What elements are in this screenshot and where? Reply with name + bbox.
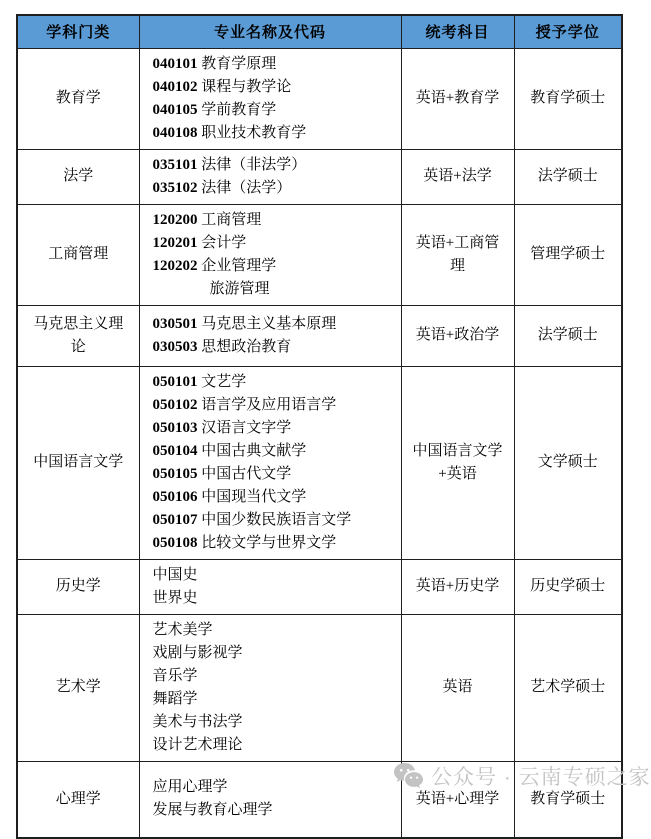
major-code: 050102 [152, 396, 198, 413]
major-line: 050105 中国古代文学 [152, 465, 292, 482]
degree-cell: 法学硕士 [514, 149, 622, 204]
header-cell-discipline: 学科门类 [17, 15, 139, 48]
table-row [17, 204, 622, 305]
major-code: 040102 [152, 78, 198, 95]
discipline-cell: 历史学 [17, 559, 139, 614]
majors-cell [139, 761, 401, 838]
major-line: 050108 比较文学与世界文学 [152, 534, 337, 551]
table-row [17, 559, 622, 614]
exam-cell: 英语+政治学 [401, 305, 514, 366]
major-line: 120201 会计学 [152, 234, 247, 251]
table-header [17, 15, 622, 48]
table-row [17, 48, 622, 149]
major-line: 050103 汉语言文字学 [152, 419, 292, 436]
major-line: 艺术美学 [152, 621, 213, 638]
major-code: 040108 [152, 124, 198, 141]
major-code: 120202 [152, 257, 198, 274]
major-code: 050104 [152, 442, 198, 459]
degree-cell: 历史学硕士 [514, 559, 622, 614]
major-code: 050103 [152, 419, 198, 436]
majors-cell [139, 305, 401, 366]
major-line: 应用心理学 [152, 779, 228, 796]
major-code: 040101 [152, 55, 198, 72]
exam-cell: 中国语言文学+英语 [401, 366, 514, 559]
major-code: 050108 [152, 534, 198, 551]
discipline-cell: 法学 [17, 149, 139, 204]
major-code: 120201 [152, 234, 198, 251]
exam-cell: 英语+法学 [401, 149, 514, 204]
major-line: 040108 职业技术教育学 [152, 124, 307, 141]
exam-cell: 英语+心理学 [401, 761, 514, 838]
degree-cell: 法学硕士 [514, 305, 622, 366]
major-code: 050107 [152, 511, 198, 528]
major-code: 035102 [152, 179, 198, 196]
table-row [17, 614, 622, 761]
majors-cell [139, 149, 401, 204]
wechat-icon [393, 762, 424, 790]
major-line: 120202 企业管理学 [152, 257, 277, 274]
exam-cell: 英语+历史学 [401, 559, 514, 614]
major-code: 040105 [152, 101, 198, 118]
watermark-text: 公众号 · 云南专硕之家 [431, 766, 651, 789]
major-line: 设计艺术理论 [152, 736, 243, 753]
degree-cell: 艺术学硕士 [514, 614, 622, 761]
majors-table [16, 14, 623, 839]
major-line: 舞蹈学 [152, 690, 198, 707]
discipline-cell: 心理学 [17, 761, 139, 838]
degree-cell: 教育学硕士 [514, 761, 622, 838]
major-line: 050106 中国现当代文学 [152, 488, 307, 505]
discipline-cell: 教育学 [17, 48, 139, 149]
degree-cell: 文学硕士 [514, 366, 622, 559]
degree-cell: 教育学硕士 [514, 48, 622, 149]
header-cell-major: 专业名称及代码 [139, 15, 401, 48]
major-line: 040105 学前教育学 [152, 101, 277, 118]
major-code: 030503 [152, 338, 198, 355]
major-line: 030503 思想政治教育 [152, 338, 292, 355]
major-line: 120200 工商管理 [152, 211, 262, 228]
table-body [17, 48, 622, 838]
major-line: 050101 文艺学 [152, 373, 247, 390]
discipline-cell: 艺术学 [17, 614, 139, 761]
exam-cell: 英语 [401, 614, 514, 761]
header-cell-degree: 授予学位 [514, 15, 622, 48]
table-row [17, 305, 622, 366]
major-line: 音乐学 [152, 667, 198, 684]
discipline-cell: 马克思主义理论 [17, 305, 139, 366]
exam-cell: 英语+教育学 [401, 48, 514, 149]
major-line: 035101 法律（非法学） [152, 156, 307, 173]
header-row [17, 15, 622, 48]
major-code: 030501 [152, 315, 198, 332]
majors-cell [139, 48, 401, 149]
table-row [17, 149, 622, 204]
major-line: 040101 教育学原理 [152, 55, 277, 72]
major-line: 发展与教育心理学 [152, 802, 273, 819]
major-line: 030501 马克思主义基本原理 [152, 315, 337, 332]
exam-cell: 英语+工商管理 [401, 204, 514, 305]
major-line: 中国史 [152, 566, 198, 583]
major-line: 050102 语言学及应用语言学 [152, 396, 337, 413]
major-code: 035101 [152, 156, 198, 173]
major-line: 050104 中国古典文献学 [152, 442, 307, 459]
header-cell-exam: 统考科目 [401, 15, 514, 48]
major-code: 120200 [152, 211, 198, 228]
major-line: 戏剧与影视学 [152, 644, 243, 661]
discipline-cell: 中国语言文学 [17, 366, 139, 559]
majors-cell [139, 559, 401, 614]
major-line: 旅游管理 [209, 280, 270, 297]
major-line: 美术与书法学 [152, 713, 243, 730]
table-row [17, 366, 622, 559]
major-code: 050105 [152, 465, 198, 482]
majors-cell [139, 614, 401, 761]
major-code: 050101 [152, 373, 198, 390]
majors-cell [139, 366, 401, 559]
major-line: 世界史 [152, 589, 198, 606]
discipline-cell: 工商管理 [17, 204, 139, 305]
degree-cell: 管理学硕士 [514, 204, 622, 305]
majors-cell [139, 204, 401, 305]
major-line: 035102 法律（法学） [152, 179, 292, 196]
watermark [393, 761, 651, 791]
major-code: 050106 [152, 488, 198, 505]
major-line: 050107 中国少数民族语言文学 [152, 511, 352, 528]
major-line: 040102 课程与教学论 [152, 78, 292, 95]
